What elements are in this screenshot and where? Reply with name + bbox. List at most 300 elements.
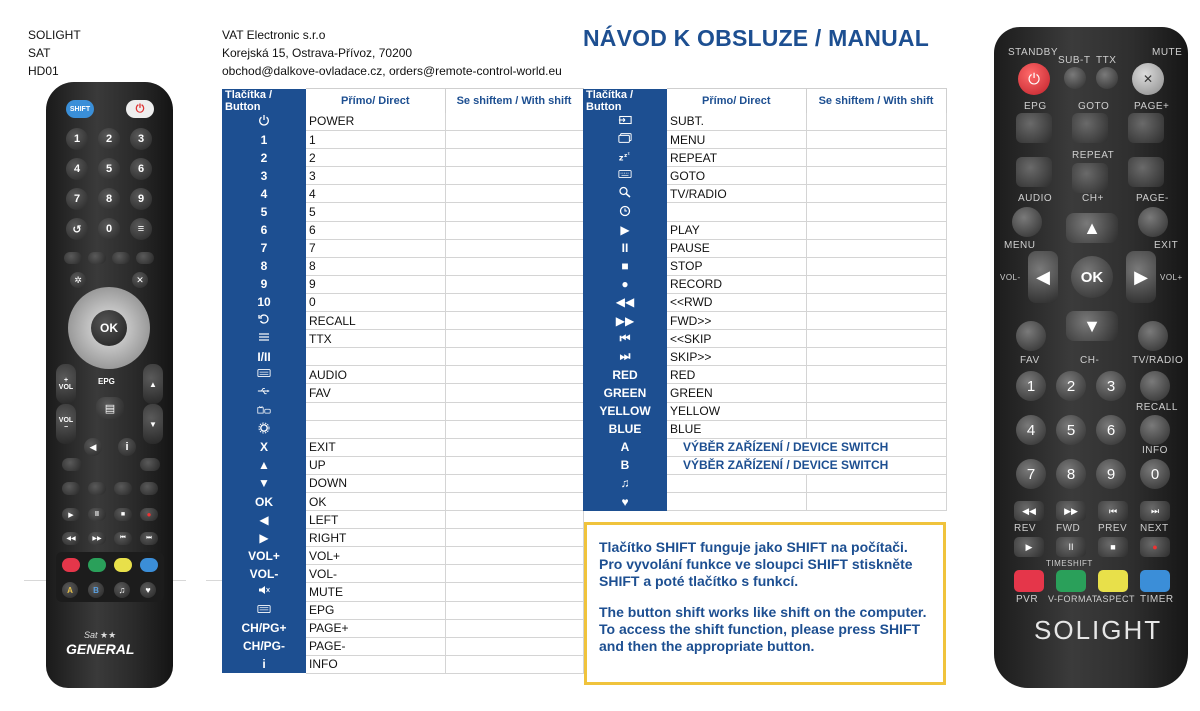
column-header-shift: Se shiftem / With shift — [445, 89, 583, 113]
table-row — [222, 529, 583, 547]
table-row — [583, 149, 946, 167]
table-row — [222, 438, 583, 456]
small-button — [136, 252, 154, 264]
button-key-cell — [222, 565, 306, 583]
button-key-label: ♥ — [621, 494, 629, 509]
shift-function-cell — [445, 113, 583, 131]
shift-function-cell — [806, 420, 946, 438]
shift-function-cell — [806, 312, 946, 330]
tvradio-button — [1138, 321, 1168, 351]
clock-icon — [618, 206, 632, 220]
button-key-label: 9 — [260, 277, 268, 292]
button-key-label: A — [620, 440, 630, 455]
shift-function-cell — [445, 420, 583, 438]
ch-up-button: ▲ — [143, 364, 163, 404]
yellow-button — [1098, 570, 1128, 592]
table-row — [222, 583, 583, 601]
subtitle-icon — [618, 115, 632, 129]
button-key-cell — [222, 149, 306, 167]
shift-function-cell — [445, 293, 583, 311]
table-row — [583, 167, 946, 185]
table-row — [583, 257, 946, 275]
keyboard-icon — [618, 169, 632, 183]
play-icon: ▶ — [1014, 537, 1044, 557]
forward-icon: ▶▶ — [1056, 501, 1086, 521]
column-header-button: Tlačítka / Button — [222, 89, 306, 113]
digit-button: 4 — [66, 158, 88, 180]
button-key-label: I/II — [257, 349, 271, 364]
button-table-right — [583, 88, 947, 511]
dpad — [68, 287, 150, 369]
epg-icon — [257, 604, 271, 618]
power-icon: ⏻ — [126, 100, 154, 118]
table-row — [222, 293, 583, 311]
skip-back-icon: ⏮ — [114, 532, 132, 545]
svg-text:z: z — [627, 151, 630, 156]
vol-minus-button: VOL − — [56, 404, 76, 444]
button-key-label: 3 — [260, 168, 268, 183]
button-key-label: ■ — [621, 259, 629, 274]
direct-function-cell: RECALL — [306, 312, 445, 330]
brand-line: SOLIGHT — [28, 28, 81, 42]
button-key-cell — [222, 275, 306, 293]
table-row — [583, 185, 946, 203]
table-row — [583, 275, 946, 293]
mute-icon: ✕ — [1132, 63, 1164, 95]
stop-icon: ■ — [114, 508, 132, 521]
repeat-button — [1072, 163, 1108, 193]
rewind-icon: ◀◀ — [1014, 501, 1044, 521]
mute-icon: ◀ — [84, 438, 102, 456]
direct-function-cell: TTX — [306, 330, 445, 348]
button-key-cell — [222, 366, 306, 384]
shift-function-cell — [445, 275, 583, 293]
next-label: NEXT — [1140, 523, 1169, 534]
recall-label: RECALL — [1136, 402, 1178, 413]
digit-button: 9 — [130, 188, 152, 210]
table-row — [222, 420, 583, 438]
button-key-label: ▼ — [258, 476, 270, 491]
shift-function-cell — [445, 637, 583, 655]
button-key-cell — [583, 366, 667, 384]
shift-function-cell — [445, 511, 583, 529]
skip-forward-icon: ⏭ — [140, 532, 158, 545]
table-row — [583, 492, 946, 510]
button-key-label: ⏭ — [619, 349, 631, 364]
shift-function-cell — [445, 474, 583, 492]
ch-up-label: CH+ — [1082, 193, 1104, 204]
button-key-cell — [583, 474, 667, 492]
table-row — [222, 257, 583, 275]
table-row — [583, 384, 946, 402]
button-key-label: ▲ — [258, 458, 270, 473]
play-icon: ▶ — [62, 508, 80, 521]
table-row — [222, 655, 583, 673]
shift-function-cell — [445, 167, 583, 185]
shift-function-cell — [445, 131, 583, 149]
rev-label: REV — [1014, 523, 1037, 534]
digit-button: 4 — [1016, 415, 1046, 445]
direct-function-cell: VOL+ — [306, 547, 445, 565]
aspect-label: ASPECT — [1096, 594, 1136, 604]
button-key-cell — [222, 619, 306, 637]
small-button — [112, 252, 130, 264]
shift-function-cell — [445, 456, 583, 474]
shift-function-cell — [806, 402, 946, 420]
button-key-cell — [583, 420, 667, 438]
skip-forward-icon: ⏭ — [1140, 501, 1170, 521]
power-icon — [257, 115, 271, 129]
recall-button — [1140, 371, 1170, 401]
button-key-label: 4 — [260, 186, 268, 201]
direct-function-cell: <<RWD — [667, 293, 806, 311]
page-down-button — [1128, 157, 1164, 187]
info-label: INFO — [1142, 445, 1168, 456]
button-key-cell — [583, 203, 667, 221]
button-key-cell — [222, 203, 306, 221]
button-key-cell — [583, 492, 667, 510]
button-key-cell — [222, 185, 306, 203]
button-key-cell — [222, 348, 306, 366]
small-button — [64, 252, 82, 264]
button-key-label: ◀◀ — [615, 295, 635, 310]
digit-button: 6 — [130, 158, 152, 180]
button-key-label: GREEN — [603, 385, 647, 400]
page-down-round-button — [1138, 207, 1168, 237]
settings-icon — [257, 423, 271, 437]
brand-name: GENERAL — [66, 641, 135, 657]
remote-general-illustration — [46, 82, 173, 688]
brand-logo: SOLIGHT — [1034, 615, 1163, 645]
music-icon: ♫ — [114, 582, 130, 598]
green-button — [1056, 570, 1086, 592]
button-key-cell — [583, 456, 667, 474]
direct-function-cell: RIGHT — [306, 529, 445, 547]
shift-function-cell — [806, 348, 946, 366]
table-row — [583, 293, 946, 311]
table-row — [222, 167, 583, 185]
shift-function-cell — [445, 529, 583, 547]
vol-down-label: VOL- — [1000, 273, 1021, 282]
audio-label: AUDIO — [1018, 193, 1053, 204]
table-row — [222, 492, 583, 510]
shift-function-cell — [806, 366, 946, 384]
exit-icon: ✕ — [132, 272, 148, 288]
table-row — [222, 619, 583, 637]
table-row — [222, 185, 583, 203]
table-row — [222, 474, 583, 492]
direct-function-cell: GREEN — [667, 384, 806, 402]
shift-function-cell — [806, 113, 946, 131]
settings-icon: ✲ — [70, 272, 86, 288]
shift-function-cell — [806, 293, 946, 311]
company-address: Korejská 15, Ostrava-Přívoz, 70200 — [222, 46, 413, 60]
table-row — [222, 348, 583, 366]
direct-function-cell: FWD>> — [667, 312, 806, 330]
shift-function-cell — [445, 601, 583, 619]
tvradio-label: TV/RADIO — [1132, 355, 1184, 366]
brand-block — [28, 26, 81, 80]
column-header-shift: Se shiftem / With shift — [806, 89, 946, 113]
table-row — [222, 221, 583, 239]
shift-function-cell — [445, 619, 583, 637]
button-key-cell — [222, 655, 306, 673]
shift-function-cell — [445, 402, 583, 420]
direct-function-cell: GOTO — [667, 167, 806, 185]
shift-function-cell — [806, 384, 946, 402]
direct-function-cell: PAUSE — [667, 239, 806, 257]
table-row — [222, 402, 583, 420]
button-key-cell — [222, 293, 306, 311]
timer-label: TIMER — [1140, 594, 1174, 605]
exit-label: EXIT — [1154, 240, 1179, 251]
direct-function-cell: PAGE+ — [306, 619, 445, 637]
digit-button: 1 — [66, 128, 88, 150]
button-key-cell — [583, 438, 667, 456]
shift-function-cell — [806, 239, 946, 257]
subt-label: SUB-T — [1058, 55, 1091, 66]
shift-function-cell — [806, 492, 946, 510]
page-down-label: PAGE- — [1136, 193, 1169, 204]
button-key-label: ▶ — [620, 223, 630, 238]
table-row — [222, 547, 583, 565]
power-icon: ⏻ — [1018, 63, 1050, 95]
audio-icon — [257, 368, 271, 382]
button-key-cell — [222, 456, 306, 474]
digit-button: 5 — [1056, 415, 1086, 445]
direct-function-cell: SUBT. — [667, 113, 806, 131]
column-header-direct: Přímo/ Direct — [306, 89, 445, 113]
small-button — [62, 458, 82, 471]
direct-function-cell — [306, 348, 445, 366]
tv-radio-icon — [257, 405, 271, 419]
button-key-label: 8 — [260, 259, 268, 274]
rewind-icon: ◀◀ — [62, 532, 80, 545]
button-key-label: II — [621, 241, 629, 256]
direct-function-cell: 8 — [306, 257, 445, 275]
button-key-cell — [222, 511, 306, 529]
note-english: The button shift works like shift on the computer. To access the shift function, please press SHIFT and then the appropriate button. — [599, 604, 927, 654]
button-key-cell — [222, 330, 306, 348]
button-key-cell — [222, 474, 306, 492]
direct-function-cell: RECORD — [667, 275, 806, 293]
button-key-cell — [222, 221, 306, 239]
brand-sub: Sat ★★ — [84, 630, 117, 640]
shift-function-cell — [445, 492, 583, 510]
sleep-icon — [618, 151, 632, 165]
direct-function-cell: VOL- — [306, 565, 445, 583]
arrow-left-icon: ◀ — [1028, 251, 1058, 303]
table-row — [583, 312, 946, 330]
standby-label: STANDBY — [1008, 47, 1058, 58]
digit-button: 8 — [98, 188, 120, 210]
button-key-cell — [583, 384, 667, 402]
table-row — [222, 149, 583, 167]
table-row — [222, 565, 583, 583]
ttx-label: TTX — [1096, 55, 1117, 66]
arrow-right-icon: ▶ — [1126, 251, 1156, 303]
goto-label: GOTO — [1078, 101, 1110, 112]
table-header-row — [222, 89, 583, 113]
direct-function-cell — [667, 203, 806, 221]
repeat-label: REPEAT — [1072, 150, 1115, 161]
divider — [206, 580, 222, 581]
table-row — [583, 474, 946, 492]
button-key-cell — [583, 167, 667, 185]
button-key-label: VOL+ — [248, 548, 280, 563]
button-key-label: 10 — [257, 295, 271, 310]
button-key-cell — [583, 239, 667, 257]
button-key-label: CH/PG- — [243, 639, 285, 654]
direct-function-cell: PLAY — [667, 221, 806, 239]
shift-function-cell — [445, 330, 583, 348]
shift-function-cell — [445, 239, 583, 257]
direct-function-cell: 3 — [306, 167, 445, 185]
column-header-button: Tlačítka / Button — [583, 89, 667, 113]
direct-function-cell: 2 — [306, 149, 445, 167]
brand-logo — [66, 630, 134, 657]
ttx-button — [1096, 67, 1118, 89]
info-button — [1140, 415, 1170, 445]
direct-function-cell: SKIP>> — [667, 348, 806, 366]
table-row — [222, 131, 583, 149]
direct-function-cell — [667, 492, 806, 510]
shift-function-cell — [445, 384, 583, 402]
shift-function-cell — [445, 203, 583, 221]
shift-function-cell — [806, 275, 946, 293]
shift-function-cell — [445, 547, 583, 565]
shift-function-cell — [806, 203, 946, 221]
shift-function-cell — [445, 348, 583, 366]
direct-function-cell: STOP — [667, 257, 806, 275]
table-row — [222, 275, 583, 293]
b-button: B — [88, 582, 104, 598]
shift-function-cell — [806, 149, 946, 167]
direct-function-cell: UP — [306, 456, 445, 474]
shift-function-cell — [445, 583, 583, 601]
red-button — [1014, 570, 1044, 592]
button-key-label: X — [259, 440, 268, 455]
button-key-label: 5 — [260, 205, 268, 220]
subt-button — [1064, 67, 1086, 89]
small-button — [88, 482, 106, 495]
direct-function-cell: DOWN — [306, 474, 445, 492]
button-key-cell — [222, 113, 306, 131]
timeshift-label: TIMESHIFT — [1046, 559, 1093, 568]
button-key-label: ⏮ — [619, 331, 631, 346]
fwd-label: FWD — [1056, 523, 1081, 534]
direct-function-cell: POWER — [306, 113, 445, 131]
table-row — [222, 456, 583, 474]
ttx-icon — [257, 332, 271, 346]
digit-button: 2 — [98, 128, 120, 150]
pause-icon: II — [88, 508, 106, 521]
ok-button: OK — [1071, 256, 1113, 298]
mute-icon — [257, 585, 271, 599]
magnifier-icon — [618, 187, 632, 201]
page-title: NÁVOD K OBSLUZE / MANUAL — [583, 25, 929, 51]
direct-function-cell — [306, 402, 445, 420]
shift-function-cell — [445, 221, 583, 239]
button-key-cell — [222, 402, 306, 420]
small-button — [88, 252, 106, 264]
shift-function-cell — [445, 257, 583, 275]
shift-function-cell — [806, 167, 946, 185]
epg-icon: ▤ — [96, 397, 124, 419]
table-row — [222, 637, 583, 655]
table-row — [583, 203, 946, 221]
table-row — [222, 366, 583, 384]
direct-function-cell: 6 — [306, 221, 445, 239]
audio-button — [1016, 157, 1052, 187]
direct-function-cell: REPEAT — [667, 149, 806, 167]
shift-function-cell — [445, 565, 583, 583]
button-key-label: RED — [612, 367, 638, 382]
table-row — [583, 239, 946, 257]
table-row — [222, 113, 583, 131]
direct-function-cell: 9 — [306, 275, 445, 293]
direct-function-cell: MENU — [667, 131, 806, 149]
yellow-button — [114, 558, 132, 572]
direct-function-cell: INFO — [306, 655, 445, 673]
brand-line: SAT — [28, 46, 51, 60]
red-button — [62, 558, 80, 572]
record-icon: ● — [1140, 537, 1170, 557]
device-switch-cell: VÝBĚR ZAŘÍZENÍ / DEVICE SWITCH — [667, 438, 946, 456]
fav-button — [1016, 321, 1046, 351]
button-key-cell — [222, 529, 306, 547]
ttx-icon: ≡ — [130, 218, 152, 240]
usb-icon — [257, 386, 271, 400]
skip-back-icon: ⏮ — [1098, 501, 1128, 521]
vol-up-label: VOL+ — [1160, 273, 1183, 282]
goto-button — [1072, 113, 1108, 143]
direct-function-cell: 1 — [306, 131, 445, 149]
shift-function-cell — [806, 257, 946, 275]
table-row — [222, 330, 583, 348]
button-key-cell — [222, 492, 306, 510]
table-row — [583, 438, 946, 456]
note-czech: Tlačítko SHIFT funguje jako SHIFT na počítači. Pro vyvolání funkce ve sloupci SHIFT stiskněte SHIFT a poté tlačítko s funkcí. — [599, 539, 913, 589]
svg-text:z: z — [618, 153, 624, 163]
table-row — [583, 348, 946, 366]
button-key-label: 7 — [260, 241, 268, 256]
button-key-label: VOL- — [249, 566, 279, 581]
button-key-cell — [222, 438, 306, 456]
direct-function-cell: LEFT — [306, 511, 445, 529]
table-row — [583, 113, 946, 131]
info-icon: i — [118, 438, 136, 456]
company-block — [222, 26, 562, 80]
epg-button — [1016, 113, 1052, 143]
shift-function-cell — [806, 185, 946, 203]
button-key-cell — [222, 312, 306, 330]
forward-icon: ▶▶ — [88, 532, 106, 545]
direct-function-cell: TV/RADIO — [667, 185, 806, 203]
button-key-label: ▶▶ — [615, 313, 635, 328]
button-key-cell — [583, 131, 667, 149]
table-row — [583, 456, 946, 474]
direct-function-cell — [306, 420, 445, 438]
button-key-cell — [222, 167, 306, 185]
direct-function-cell: EXIT — [306, 438, 445, 456]
direct-function-cell: EPG — [306, 601, 445, 619]
company-name: VAT Electronic s.r.o — [222, 28, 326, 42]
button-key-cell — [222, 601, 306, 619]
column-header-direct: Přímo/ Direct — [667, 89, 806, 113]
button-key-label: OK — [255, 494, 273, 509]
svg-text:z: z — [624, 153, 628, 160]
